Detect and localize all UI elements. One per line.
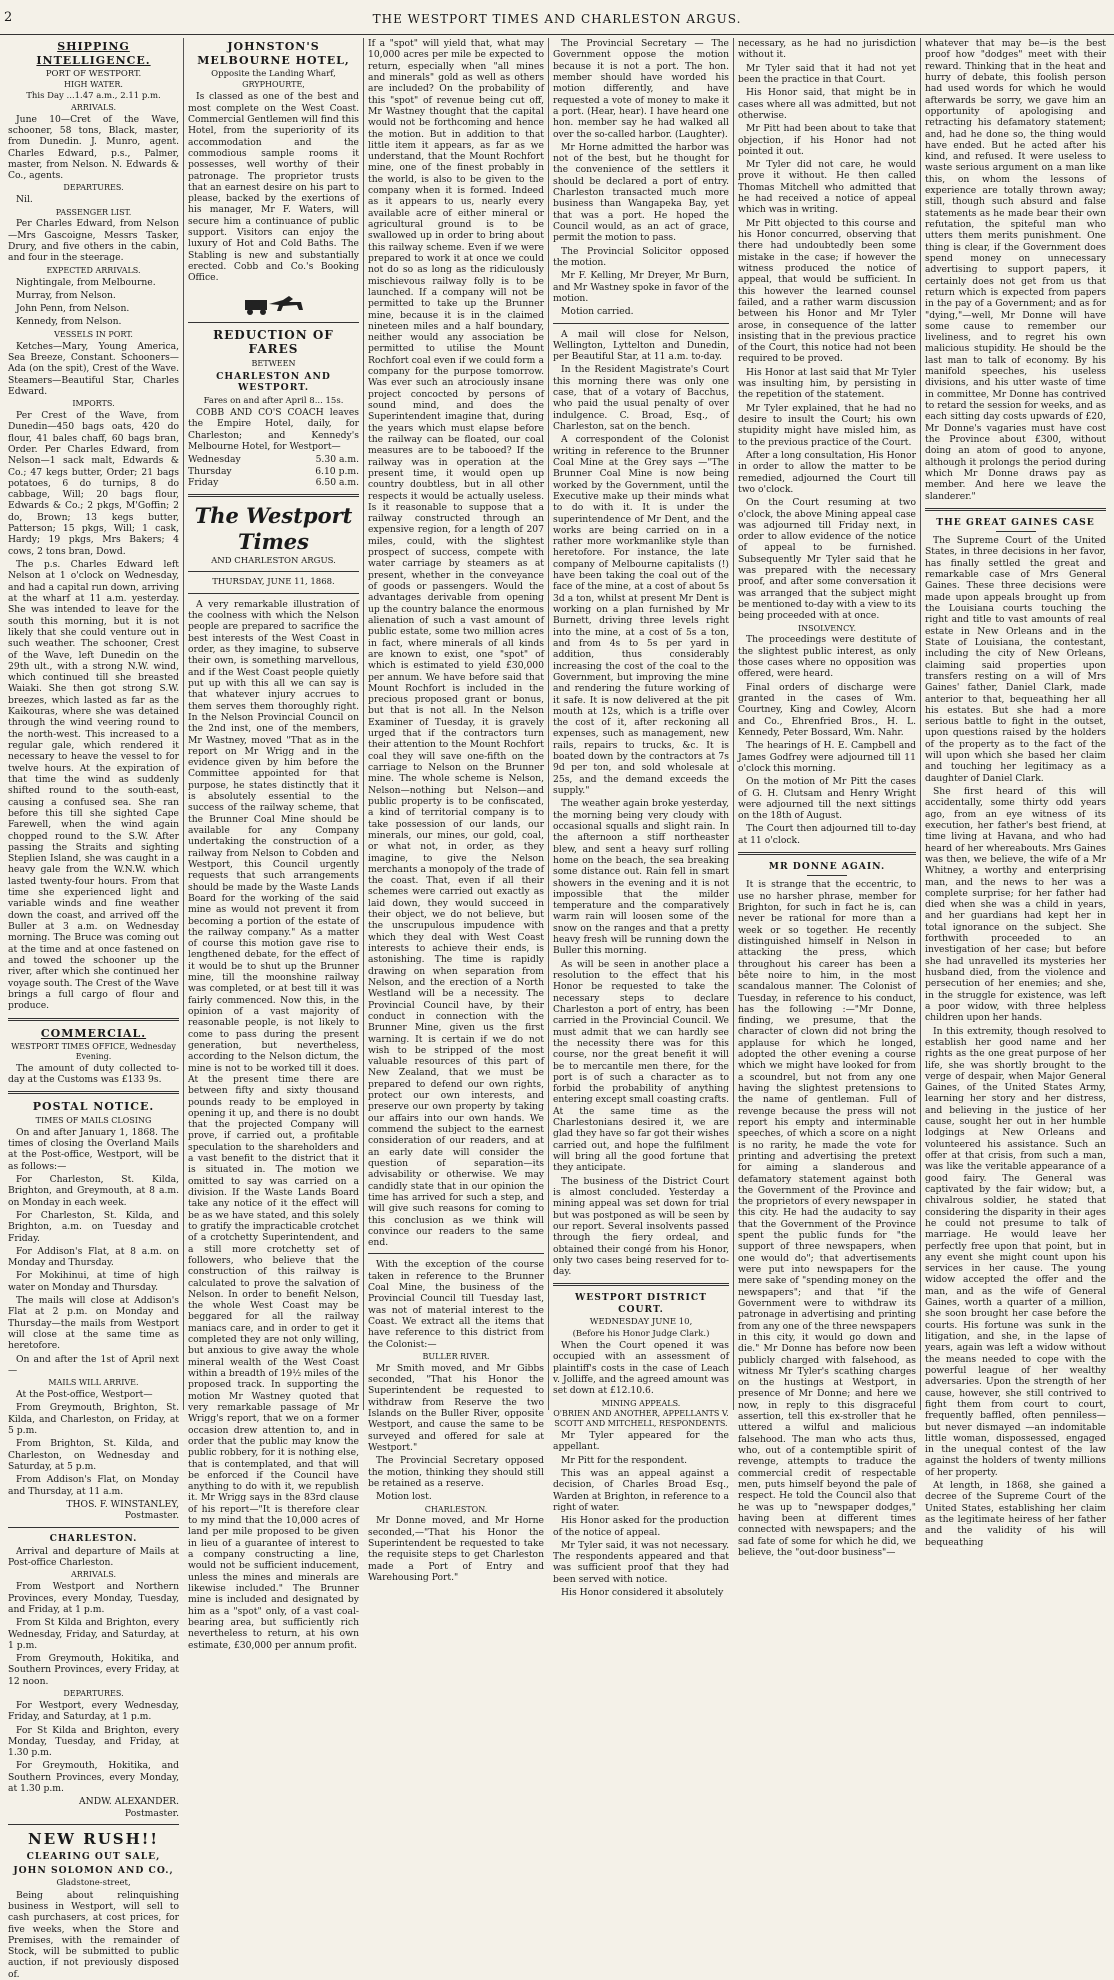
donne-continued: whatever that may be—is the best proof how "dodges" meet with their reward. Thinking that in the heat and hurry of debate, this foolish person had used words for which he would afterwards be sorry, we gave him an opportunity of apologising and retracting his defamatory statement; and, had he done so, the thing would have ended. But he acted after his kind, and refused. It were useless to waste serious argument on a man like this, on whom the lessons of experience are totally thrown away; still, though such absurd and false statements as he made bear their own refutation, the spiteful man who utters them merits punishment. One thing is clear, if the Government does spend money on unnecessary advertising to support papers, it certainly does not get from us that return which is expected from papers in the pay of a Government; and as for "dying,"—well, Mr Donne will have some cause to remember our liveliness, and to regret his own malicious stupidity. He should be the last man to talk of economy. By his manifold speeches, his useless divisions, and his utter waste of time in committee, Mr Donne has contrived to retard the session for weeks, and as each sitting day costs upwards of £20, Mr Donne's vagaries must have cost the Province about £300, without doing an atom of good to anyone, although it prolongs the period during which Mr Donne draws pay as member. And here we leave the slanderer." bbox=[925, 38, 1106, 502]
fares-route: CHARLESTON AND WESTPORT. bbox=[216, 370, 331, 394]
schedule-row bbox=[188, 477, 359, 488]
departures-text: Nil. bbox=[16, 194, 33, 206]
shipping-report: The p.s. Charles Edward left Nelson at 1 o'clock on Wednesday, and had a capital run down, arriving at the wharf at 11 a.m. yesterday. She was intended to leave for the south this morning, but it is not likely that she could venture out in such weather. The schooner, Crest of the Wave, left Dunedin on the 29th ult., with a strong N.W. wind, which continued till she breasted Waiaki. She then got strong S.W. breezes, which lasted as far as the Kaikouras, where she was detained through the wind veering round to the north-west. This increased to a regular gale, which rendered it necessary to heave the vessel to for twelve hours. At the expiration of that time the wind as suddenly shifted round to the south-east, causing a confused sea. She ran before this till she sighted Cape Farewell, when the wind again chopped round to the S.W. After passing the Straits and sighting Steplien Island, she was caught in a heavy gale from the W.N.W. which lasted twenty-four hours. From that time she experienced light and variable winds and fine weather down the coast, and arrived off the Buller at 3 a.m. on Wednesday morning. The Bruce was coming out at the time and at once fastened on and towed the schooner up the river, after which she continued her voyage south. The Crest of the Wave brings a full cargo of flour and produce. bbox=[8, 559, 179, 1012]
arrivals-text: June 10—Cret of the Wave, schooner, 58 tons, Black, master, from Dunedin. J. Munro, agent. Charles Edward, p.s., Palmer, master, from Nelson. N. Edwards & Co., agents. bbox=[8, 113, 179, 182]
charleston-departure: For Westport, every Wednesday, Friday, and Saturday, at 1 p.m. bbox=[8, 1699, 179, 1723]
column-2 bbox=[184, 38, 364, 1651]
schedule-time: 6.50 a.m. bbox=[315, 476, 359, 488]
divider bbox=[368, 1253, 544, 1254]
buller-heading: BULLER RIVER. bbox=[422, 1351, 490, 1361]
council-paragraph: Mr F. Kelling, Mr Dreyer, Mr Burn, and Mr Wastney spoke in favor of the motion. bbox=[553, 270, 729, 304]
charleston-arrival: From Westport and Northern Provinces, every Monday, Tuesday, and Friday, at 1 p.m. bbox=[8, 1581, 179, 1615]
postal-heading: POSTAL NOTICE. bbox=[32, 1100, 155, 1114]
column-6 bbox=[921, 38, 1110, 1548]
charleston-postmaster-role: Postmaster. bbox=[124, 1807, 179, 1819]
charleston-mail-heading: CHARLESTON. bbox=[49, 1532, 138, 1544]
divider bbox=[553, 1283, 729, 1286]
postmaster-signature: THOS. F. WINSTANLEY, bbox=[66, 1498, 179, 1510]
column-4 bbox=[549, 38, 734, 1599]
imports-heading: IMPORTS. bbox=[72, 399, 115, 409]
expected-item: John Penn, from Nelson. bbox=[16, 303, 130, 315]
court-continued: necessary, as he had no jurisdiction without it. bbox=[738, 38, 916, 61]
postal-intro: On and after January 1, 1868. The times of closing the Overland Mails at the Post-office, Westport, will be as follows:— bbox=[8, 1126, 179, 1172]
divider bbox=[188, 593, 359, 594]
port-label: PORT OF WESTPORT. bbox=[45, 69, 142, 80]
arrivals-heading: ARRIVALS. bbox=[70, 102, 117, 112]
newspaper-title: THE WESTPORT TIMES AND CHARLESTON ARGUS. bbox=[372, 12, 742, 26]
mining-paragraph: Mr Tyler appeared for the appellant. bbox=[553, 1430, 729, 1453]
postal-line: On and after the 1st of April next— bbox=[8, 1353, 179, 1376]
schedule-day: Thursday bbox=[188, 465, 232, 477]
mining-paragraph: Mr Pitt for the respondent. bbox=[561, 1454, 688, 1466]
charleston-intro: Arrival and departure of Mails at Post-office Charleston. bbox=[8, 1545, 179, 1569]
court-paragraph: Mr Tyler did not care, he would prove it without. He then called Thomas Mitchell who admitted that he had received a notice of appeal which was in writing. bbox=[738, 159, 916, 216]
gaines-heading: THE GREAT GAINES CASE bbox=[936, 516, 1095, 528]
mining-paragraph: Mr Tyler said, it was not necessary. The respondents appeared and that was sufficient proof that they had been served with notice. bbox=[553, 1539, 729, 1585]
charleston-arrivals-heading: ARRIVALS. bbox=[70, 1570, 117, 1580]
masthead-title: The Westport Times bbox=[194, 503, 353, 555]
shipping-heading: SHIPPING INTELLIGENCE. bbox=[36, 40, 151, 67]
departures-heading: DEPARTURES. bbox=[63, 183, 124, 193]
insolvency-paragraph: On the motion of Mr Pitt the cases of G. H. Clutsam and Henry Wright were adjourned till the next sittings on the 18th of August. bbox=[738, 776, 916, 822]
postmaster-role: Postmaster. bbox=[124, 1510, 179, 1522]
column-3 bbox=[364, 38, 549, 1583]
masthead-date: THURSDAY, JUNE 11, 1868. bbox=[212, 577, 335, 588]
buller-paragraph: Mr Smith moved, and Mr Gibbs seconded, "That his Honor the Superintendent be requested to withdraw from Reserve the two Islands on the Buller River, opposite Westport, and cause the same to be surveyed and offered for sale at Westport." bbox=[368, 1362, 544, 1453]
postal-line: For Mokihinui, at time of high water on Monday and Thursday. bbox=[8, 1270, 179, 1293]
arrive-line: From Addison's Flat, on Monday and Thursday, at 11 a.m. bbox=[8, 1474, 179, 1497]
hotel-name: JOHNSTON'S MELBOURNE HOTEL, bbox=[197, 40, 350, 67]
insolvency-paragraph: Final orders of discharge were granted in the cases of Wm. Courtney, King and Cowley, Alcorn and Co., Ehrenfried Bros., H. L. Kennedy, Peter Bossard, Wm. Nahr. bbox=[738, 681, 916, 738]
divider bbox=[8, 1527, 179, 1528]
columns bbox=[4, 38, 1110, 1980]
arrive-line: From Brighton, St. Kilda, and Charleston, on Wednesday and Saturday, at 5 p.m. bbox=[8, 1438, 179, 1472]
charleston-departure: For Greymouth, Hokitika, and Southern Provinces, every Monday, at 1.30 p.m. bbox=[8, 1760, 179, 1795]
hotel-body: Is classed as one of the best and most complete on the West Coast. Commercial Gentlemen will find this Hotel, from the superiority of its accommodation and the commodious sample rooms it possesses, well worthy of their patronage. The proprietor trusts that an earnest desire on his part to please, backed by the exertions of his manager, Mr F. Waters, will secure him a continuance of public support. Visitors can enjoy the luxury of Hot and Cold Baths. The Stabling is new and substantially erected. Cobb and Co.'s Booking Office. bbox=[188, 91, 359, 284]
mining-paragraph: This was an appeal against a decision, of Charles Broad Esq., Warden at Brighton, in reference to a right of water. bbox=[553, 1467, 729, 1513]
expected-item: Murray, from Nelson. bbox=[16, 289, 116, 301]
fares-heading: REDUCTION OF FARES bbox=[213, 327, 334, 357]
postal-line: For Charleston, St. Kilda, and Brighton, a.m. on Tuesday and Friday. bbox=[8, 1209, 179, 1244]
divider bbox=[553, 323, 729, 324]
insolvency-paragraph: The proceedings were destitute of the slightest public interest, as only those cases where no opposition was offered, were heard. bbox=[738, 634, 916, 680]
council-paragraph: Mr Horne admitted the harbor was not of the best, but he thought for the convenience of the settlers it should be declared a port of entry. Charleston transacted much more business than Wangapeka Bay, yet that was a port. He hoped the Council would, as an act of grace, permit the motion to pass. bbox=[553, 141, 729, 244]
postal-line: For Addison's Flat, at 8 a.m. on Monday and Thursday. bbox=[8, 1245, 179, 1269]
court-paragraph: His Honor said, that might be in cases where all was admitted, but not otherwise. bbox=[738, 87, 916, 121]
council-paragraph: The Provincial Secretary — The Government oppose the motion because it is not a port. The hon. member should have worded his motion differently, and have requested a vote of money to make it a port. (Hear, hear). I have heard one hon. member say he had walked all over the so-called harbor. (Laughter). bbox=[553, 38, 729, 140]
imports-text: Per Crest of the Wave, from Dunedin—450 bags oats, 420 do flour, 41 bales chaff, 60 bags bran, Order. Per Charles Edward, from Nelson—1 sack malt, Edwards & Co.; 47 kegs butter, Order; 21 bags potatoes, 6 do turnips, 8 do cabbage, Will; 20 bags flour, Edwards & Co.; 2 pkgs, M'Goffin; 2 do, Brown; 13 kegs butter, Patterson; 15 pkgs, Will; 1 cask, Hardy; 19 pkgs, Mrs Bakers; 4 cows, 2 tons bran, Dowd. bbox=[8, 409, 179, 557]
divider bbox=[188, 322, 359, 323]
gaines-paragraph: In this extremity, though resolved to establish her good name and her rights as the one great purpose of her life, she was shortly brought to the verge of despair, when Major General Gaines, of the United States Army, learning her story and her distress, and believing in the justice of her cause, sought her out in her humble lodgings at New Orleans and volunteered his assistance. Such an offer at that crisis, from such a man, was like the veritable appearance of a good fairy. The General was captivated by the fair widow; but, a chivalrous soldier, he stated that considering the disparity in their ages he could not presume to talk of marriage. He would leave her perfectly free upon that point, but in any event she might count upon his services in her cause. The young widow accepted the offer and the man, and as the wife of General Gaines, worth a quarter of a million, she soon brought her case before the courts. His fortune was sunk in the litigation, and she, in the lapse of years, again was left a widow without the means needed to cope with the powerful league of her wealthy adversaries. Upon the strength of her cause, however, she still contrived to fight them from court to court, frequently baffled, often penniless—but never dismayed —an indomitable little woman, dispossessed, engaged in the unequal contest of the law against the holders of twenty millions of her property. bbox=[925, 1025, 1106, 1478]
charleston-postmaster: ANDW. ALEXANDER. bbox=[79, 1796, 179, 1808]
court-paragraph: His Honor at last said that Mr Tyler was insulting him, by persisting in the repetition of the statement. bbox=[738, 366, 916, 401]
column-5 bbox=[734, 38, 921, 1558]
mails-arrive-heading: MAILS WILL ARRIVE. bbox=[48, 1378, 139, 1388]
divider bbox=[738, 852, 916, 855]
tide-times: This Day ...1.47 a.m., 2.11 p.m. bbox=[26, 91, 161, 102]
editorial-paragraph: A very remarkable illustration of the coolness with which the Nelson people are prepared to sacrifice the best interests of the West Coast in order, as they imagine, to subserve their own, is something marvellous, and if the West Coast people quietly put up with this all we can say is that whatever injury accrues to them serves them thoroughly right. In the Nelson Provincial Council on the 2nd inst, one of the members, Mr Wastney, moved "That as in the report on Mr Wrigg and in the evidence given by him before the Committee appointed for that purpose, he states distinctly that it is absolutely essential to the success of the railway scheme, that the Brunner Coal Mine should be available for any Company undertaking the construction of a railway from Nelson to Cobden and Westport, this Council urgently requests that such arrangements should be made by the Waste Lands Board for the working of the said mine as would not prevent it from becoming a portion of the estate of the railway company." As a matter of course this motion gave rise to lengthened debate, for the effect of it would be to shut up the Brunner mine, till the moonshine railway was completed, or at best till it was fairly commenced. Now this, in the opinion of a vast majority of reasonable people, is not likely to come to pass during the present generation, but nevertheless, according to the Nelson dictum, the mine is not to be worked till it does. At the present time there are between fifty and sixty thousand pounds ready to be employed in opening it up, and there is no doubt that the projected Company will prove, if carried out, a profitable speculation to the shareholders and a vast benefit to the district that it is situated in. The motion we omitted to say was carried on a division. If the Waste Lands Board take any notice of it the effect will be as we have stated, and this solely to gratify the impracticable crotchet of a crotchetty Superintendent, and a still more crotchetty set of followers, who believe that the construction of this railway is calculated to prove the salvation of Nelson. In order to benefit Nelson, the whole West Coast may be beggared for all the railway maniacs care, and in order to get it completed they are not only willing, but anxious to give away the whole mineral wealth of the West Coast within a breadth of 19½ miles of the proposed track. In supporting the motion Mr Wastney quoted that very remarkable passage of Mr Wrigg's report, that we on a former occasion drew attention to, and in order that the public may know the public robbery, for it is nothing else, that is contemplated, and that will be enforced if the Council have anything to do with it, we republish it. Mr Wrigg says in the 83rd clause of his report—"It is therefore clear to my mind that the 10,000 acres of land per mile proposed to be given in lieu of a guarantee of interest to a company constructing a line, would not be sufficient inducement, unless the mines and minerals are likewise included." The Brunner mine is included and designated by him as a "spot" only, of a vast coal-bearing area, but sufficiently rich nevertheless to return, at his own estimate, £30,000 per annum profit. bbox=[188, 598, 359, 1651]
hotel-location: Opposite the Landing Wharf, bbox=[211, 69, 336, 80]
hotel-place: GRYPHOURTE, bbox=[242, 80, 305, 90]
divider bbox=[8, 1018, 179, 1021]
editorial-continued: If a "spot" will yield that, what may 10,000 acres per mile be expected to return, especially when "all mines and minerals" gold as well as others are included? On the probability of this "spot" of revenue being cut off, Mr Wastney thought that the capital would not be forthcoming and hence the motion. But in addition to that little item it appears, as far as we understand, that the Mount Rochfort mine, one of the finest probably in the world, is also to be given to the company when it is formed. Indeed as it appears to us, nearly every available acre of either mineral or agricultural ground is to be swallowed up in order to bring about this railway scheme. Even if we were prepared to work it at once we could not do so as long as the ridiculously mischievous railway folly is to be launched. If a company will not be permitted to take up the Brunner mine, because it is in the claimed nineteen miles and a half boundary, neither would any association be permitted to utilise the Mount Rochfort coal even if we could form a company for the purpose tomorrow. Was ever such an atrociously insane project concocted by persons of sound mind, and does the Superintendent imagine that, during the years which must elapse before the railway can be floated, our coal measures are to be tabooed? If the railway was in operation at the present time, it would open up country doubtless, but in all other respects it would be actually useless. Is it reasonable to suppose that a railway constructed through an expensive region, for a length of 207 miles, could, with the slightest prospect of success, compete with water carriage by steamers as at present, whether in the conveyance of goods or passengers. Would the advantages derivable from opening up the country balance the enormous alienation of such a vast amount of public estate, some two million acres in fact, where minerals of all kinds are known to exist, one "spot" of which is estimated to yield £30,000 per annum. We have before said that Mount Rochfort is included in the precious proposed grant or bonus, but that is not all. In the Nelson Examiner of Tuesday, it is gravely urged that if the contractors turn their attention to the Mount Rochfort coal they will save one-fifth on the carriage to Nelson on the Brunner mine. The whole scheme is Nelson, Nelson—nothing but Nelson—and public property is to be confiscated, a kind of territorial company is to take possession of our lands, our minerals, our mines, our gold, coal, or what not, in order, as they imagine, to give the Nelson merchants a monopoly of the trade of the coast. That, even if all their schemes were carried out exactly as laid down, they would succeed in their object, we do not believe, but the unscrupulous impudence with which they deal with West Coast interests to achieve their ends, is astonishing. The time is rapidly drawing on when separation from Nelson, and the erection of a North Westland will be a necessity. The Provincial Council have, by their conduct in connection with the Brunner Mine, given us the first warning. It is certain if we do not wish to be stripped of the most valuable resources of this part of New Zealand, that we must be prepared to defend our own rights, protect our own interests, and preserve our own property by taking our affairs into our own hands. We commend the subject to the earnest consideration of our readers, and at an early date will consider the question of separation—its advisability or otherwise. We may candidly state that in our opinion the time has arrived for such a step, and will give such reasons for coming to this conclusion as we think will convince our readers to the same end. bbox=[368, 38, 544, 1249]
charleston-heading: CHARLESTON. bbox=[424, 1504, 488, 1514]
news-paragraph: A mail will close for Nelson, Wellington, Lyttelton and Dunedin, per Beautiful Star, at 11 a.m. to-day. bbox=[553, 328, 729, 363]
gaines-paragraph: She first heard of this will accidentally, some thirty odd years ago, from an eye witness of its execution, her father's best friend, at time living at Havana, and who had heard of her whereabouts. Mrs Gaines was then, we believe, the wife of a Mr Whitney, a worthy and enterprising man, and the news to her was a complete surprise; for her father had died when she was a child in years, and her guardians had kept her in total ignorance on the subject. She forthwith proceeded to an investigation of her case; but before she had unravelled its mysteries her husband died, from the violence and persecution of her enemies; and she, in the struggle for existence, was left a poor widow, with three helpless children upon her hands. bbox=[925, 786, 1106, 1024]
court-paragraph: Mr Pitt objected to this course and his Honor concurred, observing that there had undoubtedly been some mistake in the case; if however the witness produced the notice of appeal, that would be sufficient. In this however the learned counsel failed, and a rather warm discussion between his Honor and Mr Tyler arose, in consequence of the latter insisting that in the previous practice of the Court, this notice had not been required to be proved. bbox=[738, 217, 916, 365]
court-paragraph: Mr Pitt had been about to take that objection, if his Honor had not pointed it out. bbox=[738, 123, 916, 157]
charleston-paragraph: Mr Donne moved, and Mr Horne seconded,—"That his Honor the Superintendent be requested to take the requisite steps to get Charleston made a Port of Entry and Warehousing Port." bbox=[368, 1515, 544, 1583]
divider bbox=[188, 571, 359, 572]
charleston-departures-heading: DEPARTURES. bbox=[63, 1689, 124, 1699]
clearing-sale-heading: CLEARING OUT SALE, bbox=[26, 1851, 161, 1863]
page-header bbox=[0, 0, 1114, 35]
high-water-label: HIGH WATER. bbox=[64, 80, 123, 90]
news-paragraph: In the Resident Magistrate's Court this morning there was only one case, that of a votary of Bacchus, who paid the usual penalty of over indulgence. C. Broad, Esq., of Charleston, sat on the bench. bbox=[553, 364, 729, 432]
commercial-body: The amount of duty collected to-day at the Customs was £133 9s. bbox=[8, 1062, 179, 1086]
court-heading: WESTPORT DISTRICT COURT. bbox=[574, 1292, 708, 1315]
page-number: 2 bbox=[4, 10, 13, 25]
column-1 bbox=[4, 38, 184, 1980]
court-paragraph: After a long consultation, His Honor in order to allow the matter to be remedied, adjourned the Court till two o'clock. bbox=[738, 449, 916, 495]
court-paragraph: On the Court resuming at two o'clock, the above Mining appeal case was adjourned till Friday next, in order to allow evidence of the notice of appeal to be furnished. Subsequently Mr Tyler said that he was prepared with the necessary proof, and after some conversation it was arranged that the subject might be mentioned to-day with a view to its being proceeded with at once. bbox=[738, 497, 916, 622]
arrive-line: At the Post-office, Westport— bbox=[16, 1389, 153, 1401]
fares-body: COBB AND CO'S COACH leaves the Empire Hotel, daily, for Charleston; and Kennedy's Melbourne Hotel, for Westport— bbox=[188, 407, 359, 452]
donne-heading: MR DONNE AGAIN. bbox=[768, 861, 886, 873]
court-paragraph: When the Court opened it was occupied with an assessment of plaintiff's costs in the case of Leach v. Jolliffe, and the agreed amount was set down at £12.10.6. bbox=[553, 1339, 729, 1397]
new-rush-heading: NEW RUSH!! bbox=[28, 1830, 159, 1849]
charleston-arrival: From St Kilda and Brighton, every Wednesday, Friday, and Saturday, at 1 p.m. bbox=[8, 1617, 179, 1651]
gaines-paragraph: The Supreme Court of the United States, in three decisions in her favor, has finally settled the great and remarkable case of Mrs General Gaines. These three decisions were made upon appeals brought up from the Louisiana courts touching the right and title to vast amounts of real estate in New Orleans and in the State of Louisiana, the contestant, including the city of New Orleans, claiming said properties upon transfers resting on a will of Mrs Gaines' father, Daniel Clark, made anterior to that, bequeathing her all his estates. But she had a more serious battle to fight in the outset, upon questions raised by the holders of the property as to the fact of the will upon which she based her claim and touching her legitimacy as a daughter of Daniel Clark. bbox=[925, 535, 1106, 784]
coach-horses-icon bbox=[239, 290, 309, 316]
expected-item: Nightingale, from Melbourne. bbox=[16, 276, 156, 288]
court-judge: (Before his Honor Judge Clark.) bbox=[572, 1328, 710, 1339]
mining-parties: O'BRIEN AND ANOTHER, APPELLANTS V. SCOTT AND MITCHELL, RESPONDENTS. bbox=[553, 1409, 729, 1429]
court-paragraph: Mr Tyler explained, that he had no desire to insult the Court; his own stupidity might have misled him, as to the previous practice of the Court. bbox=[738, 402, 916, 448]
divider bbox=[188, 494, 359, 497]
firm-name: JOHN SOLOMON AND CO., bbox=[13, 1864, 174, 1876]
mining-appeals-heading: MINING APPEALS. bbox=[601, 1398, 681, 1408]
donne-paragraph: It is strange that the eccentric, to use no harsher phrase, member for Brighton, for such in fact he is, can never be rational for more than a week or so together. He recently distinguished himself in Nelson in attacking the press, which throughout his career has been a bête noire to him, in the most scandalous manner. The Colonist of Tuesday, in reference to his conduct, has the following :—"Mr Donne, finding, we presume, that the character of clown did not bring the applause for which he longed, adopted the other evening a course which we might have looked for from a scoundrel, but not from any one having the slightest pretensions to the name of gentleman. Full of revenge because the press will not report his empty and interminable speeches, of which a score on a night is no rarity, he made the vote for printing and advertising the pretext for aiming a slanderous and defamatory statement against both the Government of the Province and the proprietors of every newspaper in this city. He had the audacity to say that the Government of the Province spent the public funds for "the support of three newspapers, when one would do"; that advertisements were put into newspapers for the mere sake of "spending money on the newspapers"; and that "if the Government were to withdraw its patronage in advertising and printing from any one of the three newspapers in this city, it would go down and die." Mr Donne has before now been publicly charged with falsehood, as witness Mr Tyler's scathing charges on the hustings at Westport, in presence of Mr Donne; and here we now, in reply to this disgraceful assertion, tell this ex-stroller that he uttered a wilful and malicious falsehood. The man who acts thus, who, out of a contemptible spirit of revenge, attempts to traduce the commercial credit of respectable men, puts himself beyond the pale of respect. He told the Council also that he was up to "newspaper dodges," having been at different times connected with newspapers; and the sad fate of some for which he did, we believe, the "out-door business"— bbox=[738, 879, 916, 1558]
schedule-day: Friday bbox=[188, 476, 219, 488]
postal-line: For Charleston, St. Kilda, Brighton, and Greymouth, at 8 a.m. on Monday in each week. bbox=[8, 1173, 179, 1208]
insolvency-paragraph: The hearings of H. E. Campbell and James Godfrey were adjourned till 11 o'clock this morning. bbox=[738, 740, 916, 774]
news-paragraph: The business of the District Court is almost concluded. Yesterday a mining appeal was set down for trial but was postponed as will be seen by our report. Several insolvents passed through the fiery ordeal, and obtained their congé from his Honor, only two cases being reserved for to-day. bbox=[553, 1175, 729, 1278]
charleston-departure: For St Kilda and Brighton, every Monday, Tuesday, and Friday, at 1.30 p.m. bbox=[8, 1724, 179, 1759]
schedule-time: 5.30 a.m. bbox=[315, 454, 359, 466]
insolvency-paragraph: The Court then adjourned till to-day at 11 o'clock. bbox=[738, 823, 916, 846]
arrive-line: From Greymouth, Brighton, St. Kilda, and Charleston, on Friday, at 5 p.m. bbox=[8, 1402, 179, 1437]
commercial-office: WESTPORT TIMES OFFICE, Wednesday Evening. bbox=[11, 1042, 176, 1061]
postal-times-heading: TIMES OF MAILS CLOSING bbox=[35, 1115, 152, 1125]
court-date: WEDNESDAY JUNE 10, bbox=[589, 1317, 693, 1328]
buller-paragraph: The Provincial Secretary opposed the motion, thinking they should still be retained as a reserve. bbox=[368, 1455, 544, 1489]
commercial-heading: COMMERCIAL. bbox=[40, 1026, 147, 1040]
council-paragraph: The Provincial Solicitor opposed the motion. bbox=[553, 245, 729, 268]
masthead-subtitle: AND CHARLESTON ARGUS. bbox=[211, 555, 336, 566]
buller-paragraph: Motion lost. bbox=[376, 1491, 432, 1503]
divider bbox=[8, 1091, 179, 1094]
council-intro: With the exception of the course taken in reference to the Brunner Coal Mine, the business of the Provincial Council till Tuesday last, was not of material interest to the Coast. We extract all the items that have reference to this district from the Colonist:— bbox=[368, 1259, 544, 1350]
rush-body: Being about relinquishing business in Westport, will sell to cash purchasers, at cost prices, for five weeks, when the Store and Premises, with the remainder of Stock, will be submitted to public auction, if not previously disposed of. bbox=[8, 1889, 179, 1980]
vessels-heading: VESSELS IN PORT. bbox=[54, 329, 133, 339]
news-paragraph: The weather again broke yesterday, the morning being very cloudy with occasional squalls and slight rain. In the afternoon a stiff northeaster blew, and sent a heavy surf rolling home on the beach, the sea breaking some distance out. Rain fell in smart showers in the evening and it is not impossible that the milder temperature and the comparatively warm rain will loosen some of the snow on the ranges and that a pretty heavy fresh will be running down the Buller this morning. bbox=[553, 798, 729, 957]
court-paragraph: Mr Tyler said that it had not yet been the practice in that Court. bbox=[738, 62, 916, 85]
news-paragraph: As will be seen in another place a resolution to the effect that his Honor be requested to take the necessary steps to declare Charleston a port of entry, has been carried in the Provincial Council. We must admit that we can hardly see the necessity there was for this course, nor the great benefit it will be to mercantile men there, for the port is of such a character as to forbid the probability of anything entering except small coasting crafts. At the same time as the Charlestonians desired it, we are glad they have so far got their wishes carried out, and hope the fulfilment will bring all the good fortune that they anticipate. bbox=[553, 958, 729, 1174]
expected-heading: EXPECTED ARRIVALS. bbox=[46, 265, 141, 275]
fares-between: BETWEEN bbox=[251, 359, 296, 369]
schedule-row bbox=[188, 454, 359, 465]
council-paragraph: Motion carried. bbox=[561, 306, 634, 318]
expected-item: Kennedy, from Nelson. bbox=[16, 316, 122, 328]
news-paragraph: A correspondent of the Colonist writing in reference to the Brunner Coal Mine at the Grey says —"The Brunner Coal Mine is now being worked by the Government, until the Executive make up their minds what to do with it. It is under the superintendence of Mr Dent, and the works are being carried on in a rather more workmanlike style than heretofore. For instance, the late company of Melbourne capitalists (!) have been taking the coal out of the face of the mine, at a cost of about 5s 3d a ton, whilst at present Mr Dent is working on a plan furnished by Mr Burnett, driving three levels right into the mine, at a cost of 5s a ton, and from 4s to 5s per yard in addition, thus considerably increasing the cost of the coal to the Government, but improving the mine and rendering the future working of it safe. It is now delivered at the pit mouth at 12s, which is a trifle over the cost of it, after reckoning all expenses, such as management, new rails, repairs to trucks, &c. It is boated down by the contractors at 7s 9d per ton, and sold wholesale at 25s, and the demand exceeds the supply." bbox=[553, 434, 729, 796]
passenger-heading: PASSENGER LIST. bbox=[55, 207, 132, 217]
passenger-text: Per Charles Edward, from Nelson—Mrs Gascoigne, Messrs Tasker, Drury, and five others in the cabin, and four in the steerage. bbox=[8, 218, 179, 264]
gaines-paragraph: At length, in 1868, she gained a decree of the Supreme Court of the United States, establishing her claim as the legitimate heiress of her father and the validity of his will bequeathing bbox=[925, 1480, 1106, 1548]
divider bbox=[925, 508, 1106, 511]
schedule-row bbox=[188, 466, 359, 477]
divider bbox=[807, 875, 847, 876]
divider bbox=[8, 1824, 179, 1825]
charleston-arrival: From Greymouth, Hokitika, and Southern Provinces, every Friday, at 12 noon. bbox=[8, 1653, 179, 1687]
mining-paragraph: His Honor considered it absolutely bbox=[561, 1587, 724, 1599]
divider bbox=[996, 531, 1036, 532]
firm-street: Gladstone-street, bbox=[56, 1878, 131, 1889]
schedule-time: 6.10 p.m. bbox=[315, 465, 359, 477]
schedule-day: Wednesday bbox=[188, 454, 241, 466]
vessels-text: Ketches—Mary, Young America, Sea Breeze, Constant. Schooners—Ada (on the spit), Crest of the Wave. Steamers—Beautiful Star, Charles Edward. bbox=[8, 340, 179, 397]
mining-paragraph: His Honor asked for the production of the notice of appeal. bbox=[553, 1515, 729, 1538]
insolvency-heading: INSOLVENCY. bbox=[797, 623, 857, 633]
fares-price: Fares on and after April 8... 15s. bbox=[203, 395, 344, 406]
postal-line: The mails will close at Addison's Flat at 2 p.m. on Monday and Thursday—the mails from Westport will close at the same time as heretofore. bbox=[8, 1295, 179, 1352]
